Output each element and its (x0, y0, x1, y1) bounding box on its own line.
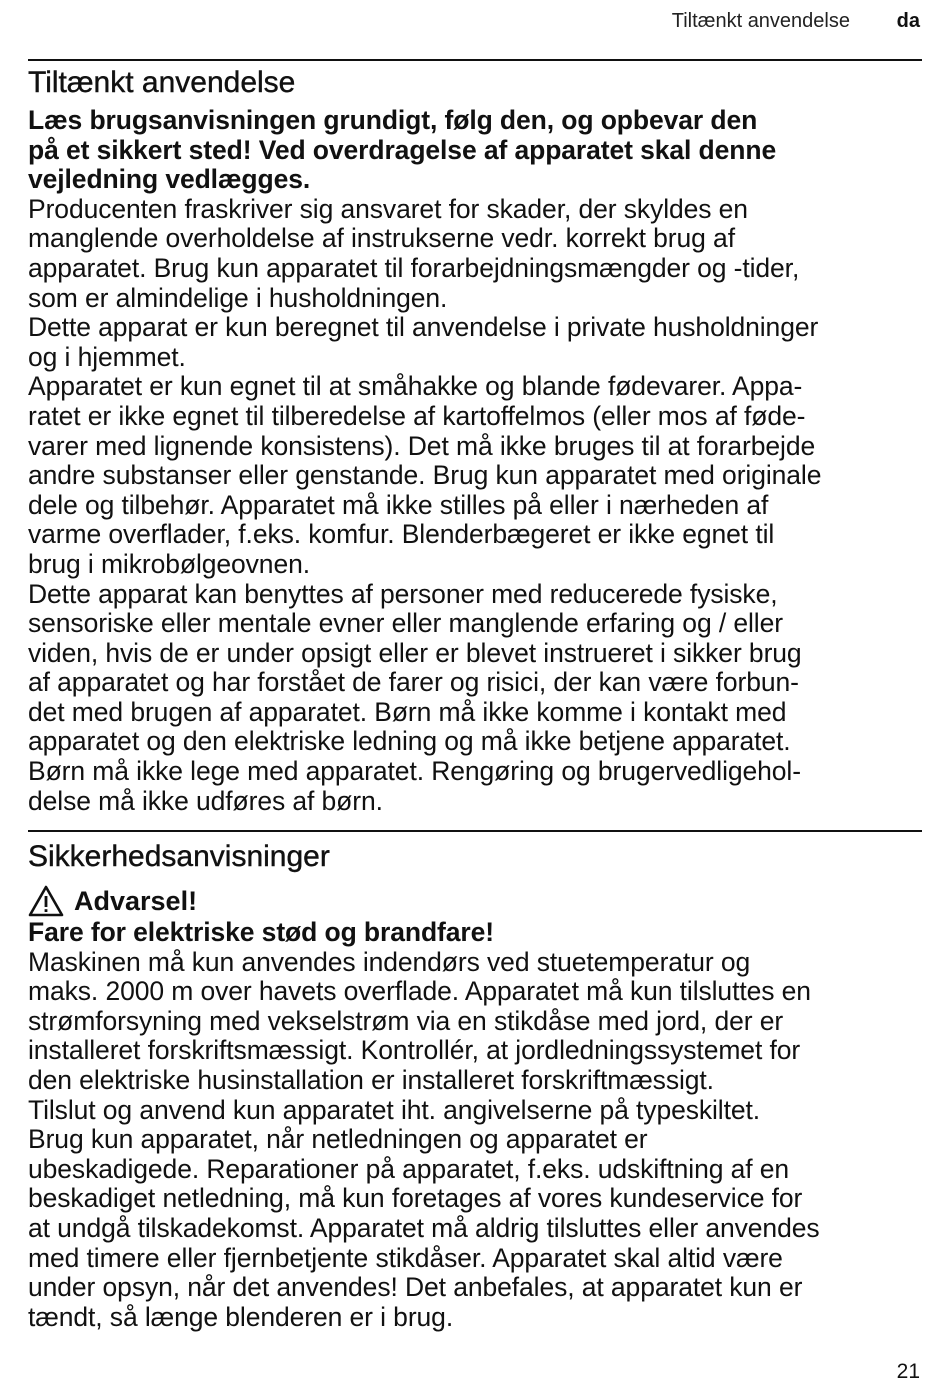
top-divider (28, 59, 922, 61)
language-code: da (896, 10, 920, 32)
intended-use-section (28, 64, 928, 816)
intended-use-paragraph-4: Dette apparat kan benyttes af personer med reducerede fysiske, sensoriske eller mentale evner eller manglende erfaring og / eller viden, hvis de er under opsigt eller er blevet instrueret i sikker brug af apparatet og har forstået de farer og risici, der kan være forbun- det med brugen af apparatet. Børn må ikke komme i kontakt med apparatet og den elektriske ledning og må ikke betjene apparatet. Børn må ikke lege med apparatet. Rengøring og brugervedligehol- delse må ikke udføres af børn. (28, 578, 802, 816)
warning-line (28, 884, 928, 918)
running-header (28, 8, 922, 38)
intended-use-heading: Tiltænkt anvendelse (28, 66, 296, 99)
intended-use-paragraph-3: Apparatet er kun egnet til at småhakke og blande fødevarer. Appa- ratet er ikke egnet til tilberedelse af kartoffelmos (eller mos af føde- varer med lignende konsistens). Det må ikke bruges til at forarbejde andre substanser eller genstande. Brug kun apparatet med originale dele og tilbehør. Apparatet må ikke stilles på eller i nærheden af varme overflader, f.eks. komfur. Blenderbægeret er ikke egnet til brug i mikrobølgeovnen. (28, 371, 822, 579)
hazard-heading: Fare for elektriske stød og brandfare! (28, 917, 494, 947)
warning-label: Advarsel! (74, 886, 198, 916)
safety-paragraph-1: Maskinen må kun anvendes indendørs ved stuetemperatur og maks. 2000 m over havets overflade. Apparatet må kun tilsluttes en strømforsyning med vekselstrøm via en stikdåse med jord, der er installeret forskriftsmæssigt. Kontrollér, at jordledningssystemet for den elektriske husinstallation er installeret forskriftmæssigt. (28, 946, 811, 1095)
safety-paragraph-2: Tilslut og anvend kun apparatet iht. angivelserne på typeskiltet. Brug kun apparatet, når netledningen og apparatet er ubeskadigede. Reparationer på apparatet, f.eks. udskiftning af en beskadiget netledning, må kun foretages af vores kundeservice for at undgå tilskadekomst. Apparatet må aldrig tilsluttes eller anvendes med timere eller fjernbetjente stikdåser. Apparatet skal altid være under opsyn, når det anvendes! Det anbefales, at apparatet kun er tændt, så længe blenderen er i brug. (28, 1094, 820, 1332)
section-divider (28, 830, 922, 832)
warning-triangle-icon (28, 885, 64, 917)
safety-section (28, 838, 928, 1332)
intended-use-paragraph-1: Producenten fraskriver sig ansvaret for skader, der skyldes en manglende overholdelse af instrukserne vedr. korrekt brug af apparatet. Brug kun apparatet til forarbejdningsmængder og -tider, som er almindelige i husholdningen. (28, 193, 800, 313)
intended-use-intro: Læs brugsanvisningen grundigt, følg den, og opbevar den på et sikkert sted! Ved overdragelse af apparatet skal denne vejledning vedlægges. (28, 105, 777, 195)
intended-use-paragraph-2: Dette apparat er kun beregnet til anvendelse i private husholdninger og i hjemmet. (28, 312, 819, 372)
running-header-title: Tiltænkt anvendelse (671, 10, 850, 32)
page-number: 21 (896, 1360, 920, 1383)
safety-heading: Sikkerhedsanvisninger (28, 840, 330, 873)
